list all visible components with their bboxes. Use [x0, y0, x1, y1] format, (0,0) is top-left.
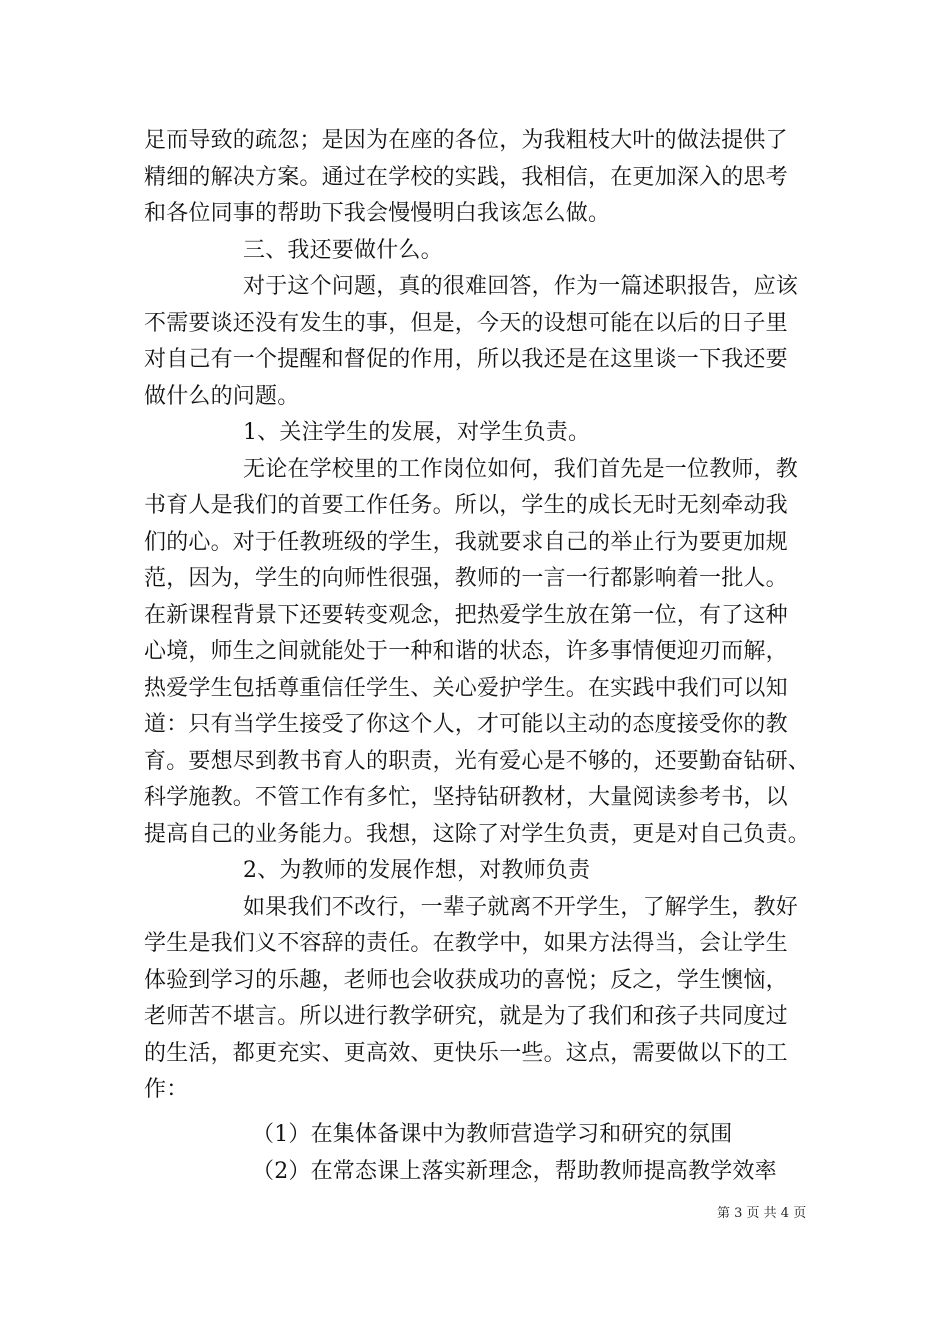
body-line: 在新课程背景下还要转变观念，把热爱学生放在第一位，有了这种 [144, 603, 788, 628]
body-line: 科学施教。不管工作有多忙，坚持钻研教材，大量阅读参考书，以 [144, 785, 788, 810]
body-line: 心境，师生之间就能处于一种和谐的状态，许多事情便迎刃而解， [144, 639, 788, 664]
body-line: 和各位同事的帮助下我会慢慢明白我该怎么做。 [144, 201, 611, 226]
paragraph-start: 无论在学校里的工作岗位如何，我们首先是一位教师，教 [243, 457, 799, 482]
list-item: （2）在常态课上落实新理念，帮助教师提高教学效率 [252, 1159, 777, 1184]
body-line: 道：只有当学生接受了你这个人，才可能以主动的态度接受你的教 [144, 712, 788, 737]
body-line: 对自己有一个提醒和督促的作用，所以我还是在这里谈一下我还要 [144, 347, 788, 372]
subheading: 1、关注学生的发展，对学生负责。 [243, 420, 591, 445]
body-line: 育。要想尽到教书育人的职责，光有爱心是不够的，还要勤奋钻研、 [144, 749, 811, 774]
section-heading: 三、我还要做什么。 [243, 238, 443, 263]
body-line: 提高自己的业务能力。我想，这除了对学生负责，更是对自己负责。 [144, 822, 811, 847]
paragraph-start: 如果我们不改行，一辈子就离不开学生，了解学生，教好 [243, 895, 799, 920]
body-line: 做什么的问题。 [144, 384, 300, 409]
body-line: 体验到学习的乐趣，老师也会收获成功的喜悦；反之，学生懊恼， [144, 968, 788, 993]
body-line: 的生活，都更充实、更高效、更快乐一些。这点，需要做以下的工 [144, 1041, 788, 1066]
body-line: 作： [144, 1077, 189, 1102]
paragraph-start: 对于这个问题，真的很难回答，作为一篇述职报告，应该 [243, 274, 799, 299]
subheading: 2、为教师的发展作想，对教师负责 [243, 858, 591, 883]
body-line: 老师苦不堪言。所以进行教学研究，就是为了我们和孩子共同度过 [144, 1004, 788, 1029]
body-line: 足而导致的疏忽；是因为在座的各位，为我粗枝大叶的做法提供了 [144, 128, 788, 153]
body-line: 热爱学生包括尊重信任学生、关心爱护学生。在实践中我们可以知 [144, 676, 788, 701]
page-number: 第 3 页 共 4 页 [717, 1206, 807, 1221]
body-line: 们的心。对于任教班级的学生，我就要求自己的举止行为要更加规 [144, 530, 788, 555]
body-line: 精细的解决方案。通过在学校的实践，我相信，在更加深入的思考 [144, 165, 788, 190]
body-line: 不需要谈还没有发生的事，但是，今天的设想可能在以后的日子里 [144, 311, 788, 336]
body-line: 范，因为，学生的向师性很强，教师的一言一行都影响着一批人。 [144, 566, 788, 591]
list-item: （1）在集体备课中为教师营造学习和研究的氛围 [252, 1122, 733, 1147]
body-line: 书育人是我们的首要工作任务。所以，学生的成长无时无刻牵动我 [144, 493, 788, 518]
body-line: 学生是我们义不容辞的责任。在教学中，如果方法得当，会让学生 [144, 931, 788, 956]
